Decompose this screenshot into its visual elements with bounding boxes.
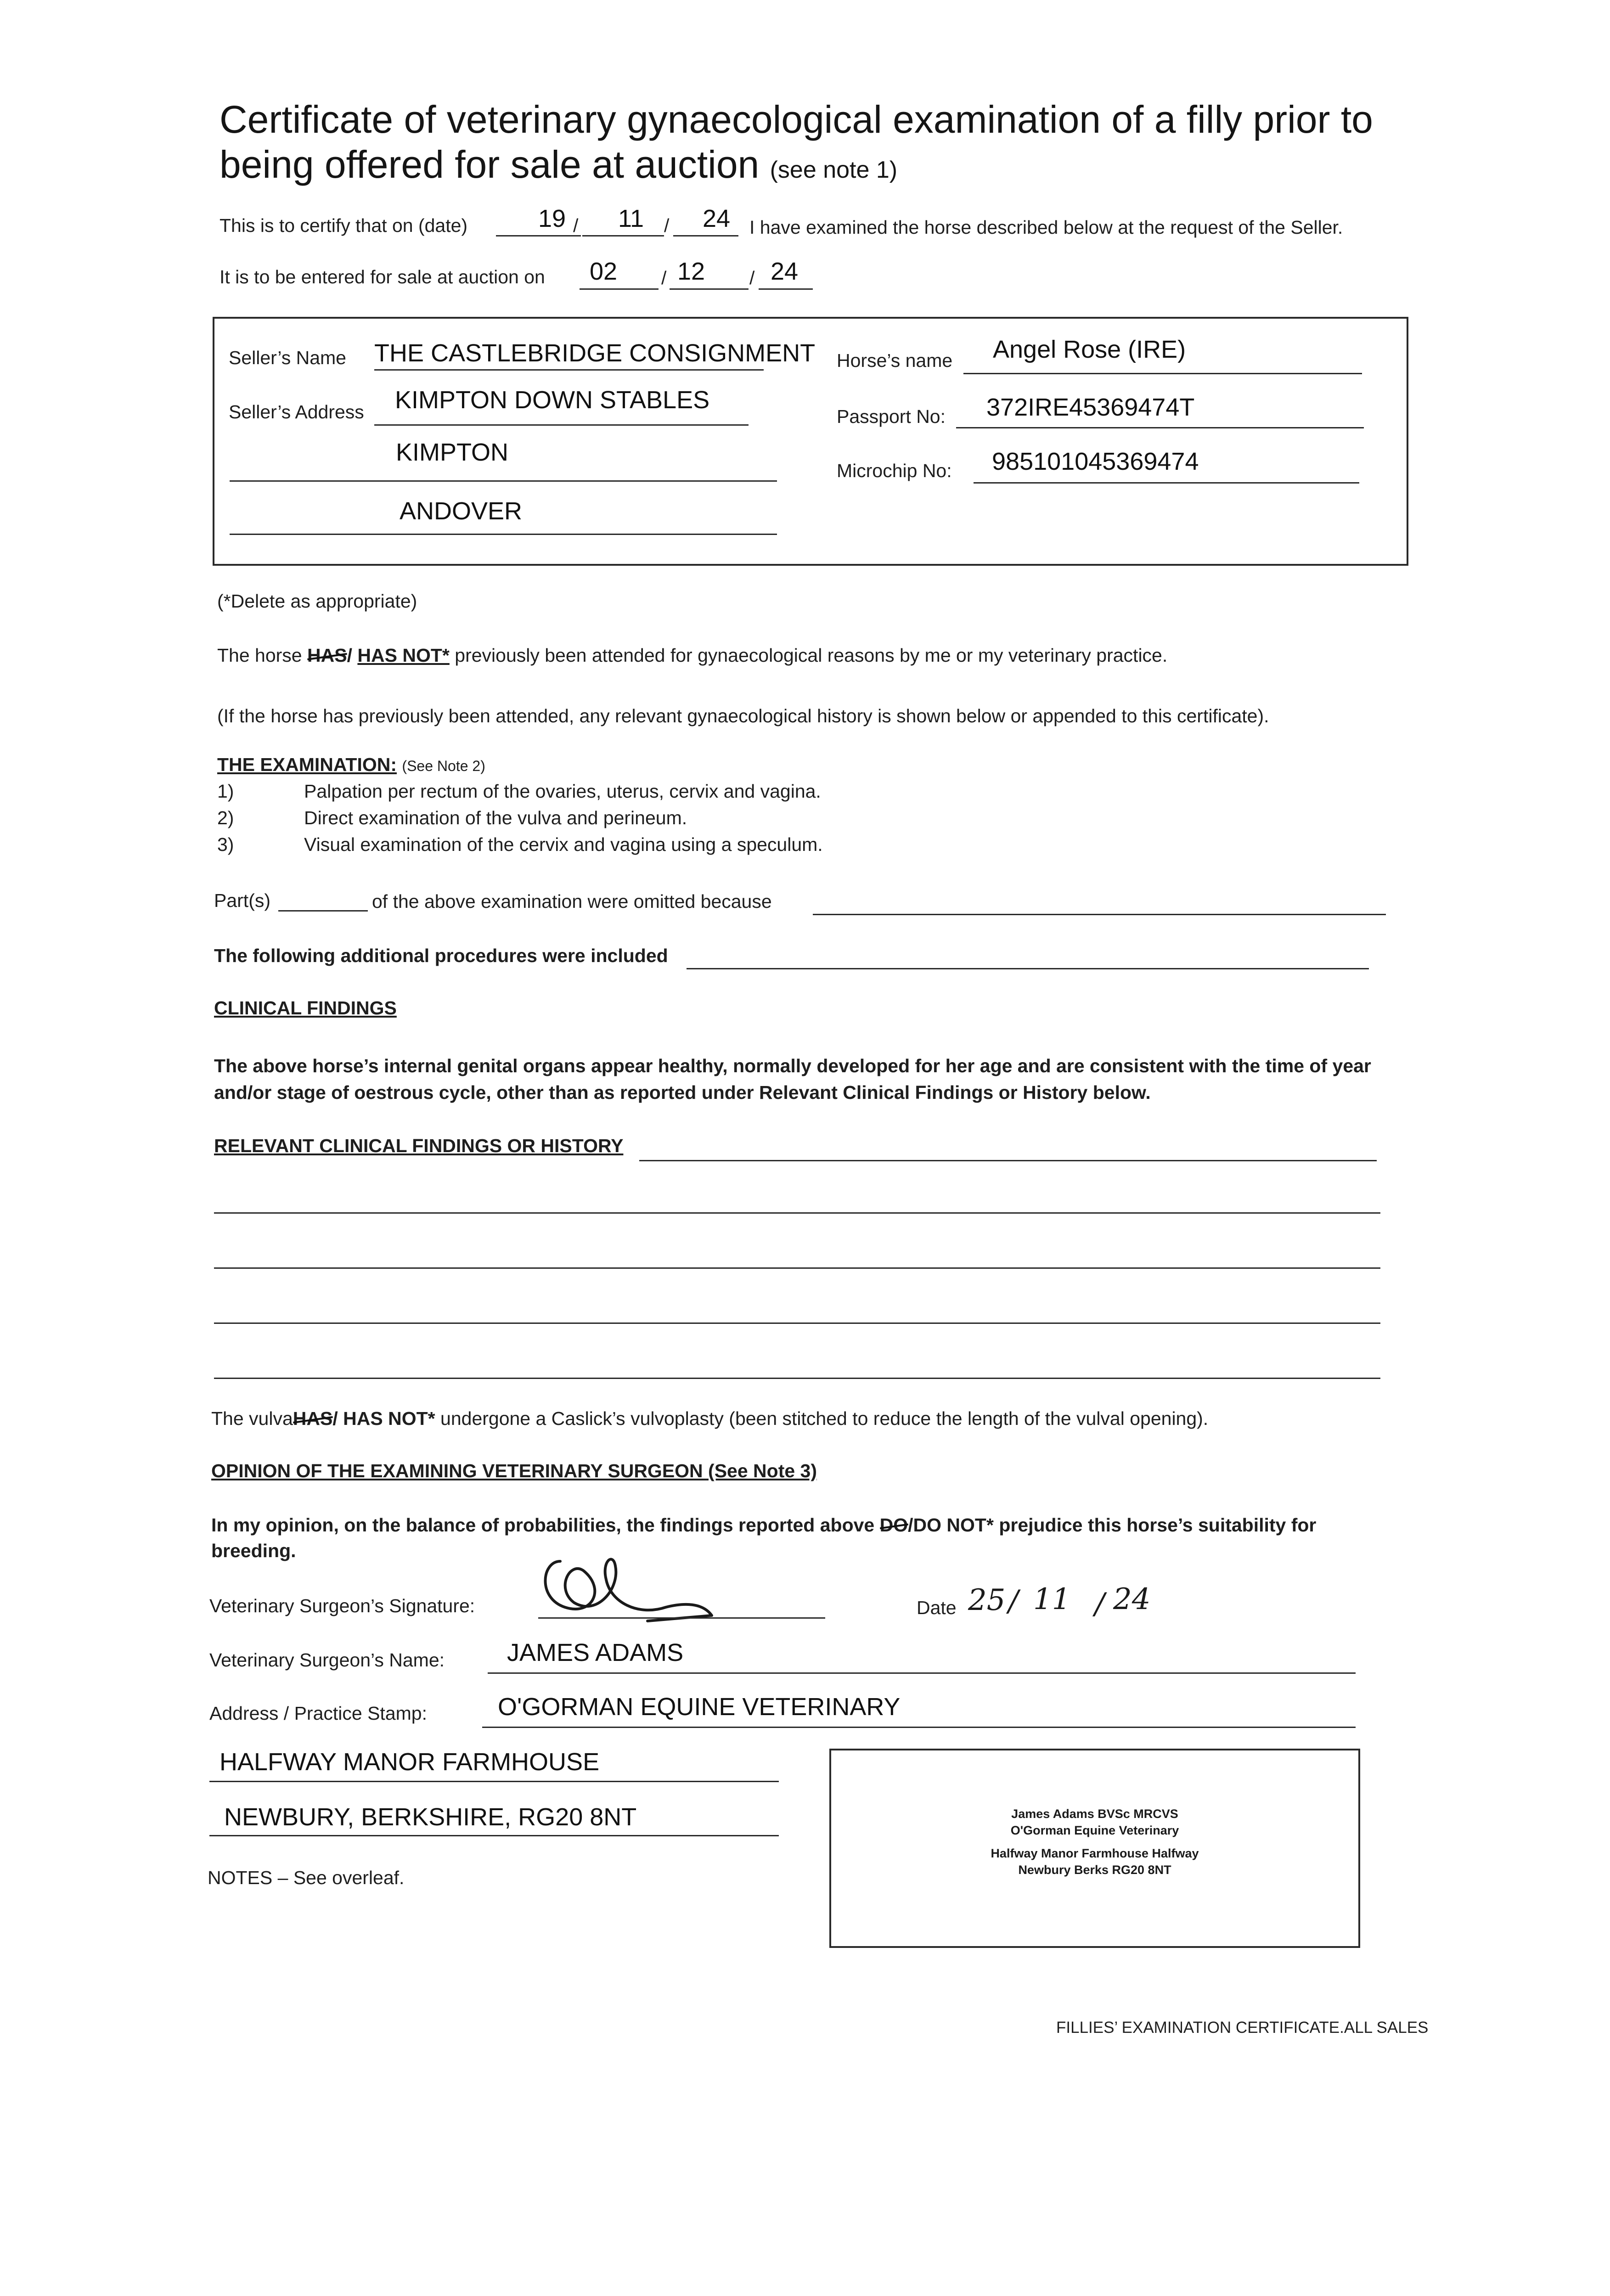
attended-struck-option: HAS bbox=[307, 645, 347, 666]
auction-date-day: 02 bbox=[590, 258, 618, 285]
clinical-statement-line1: The above horse’s internal genital organs appear healthy, normally developed for her age and are consistent with the time of year bbox=[214, 1055, 1371, 1076]
date-separator: / bbox=[749, 267, 755, 288]
opinion-struck-option: DO bbox=[879, 1514, 908, 1536]
vulva-suffix: undergone a Caslick’s vulvoplasty (been stitched to reduce the length of the vulval opening). bbox=[440, 1408, 1209, 1429]
horse-name-label: Horse’s name bbox=[837, 350, 953, 371]
seller-name-value: THE CASTLEBRIDGE CONSIGNMENT bbox=[374, 339, 816, 367]
passport-label: Passport No: bbox=[837, 406, 946, 427]
exam-item-text: Direct examination of the vulva and perineum. bbox=[304, 807, 687, 828]
signed-date-day: 25 bbox=[968, 1583, 1006, 1617]
examination-heading: THE EXAMINATION: bbox=[217, 754, 397, 775]
certify-prefix: This is to certify that on (date) bbox=[220, 215, 468, 236]
microchip-value: 985101045369474 bbox=[992, 448, 1199, 475]
examination-heading-note: (See Note 2) bbox=[402, 758, 485, 774]
omitted-text: of the above examination were omitted because bbox=[372, 891, 772, 912]
seller-address-label: Seller’s Address bbox=[229, 401, 364, 422]
practice-address-line2: NEWBURY, BERKSHIRE, RG20 8NT bbox=[224, 1803, 637, 1831]
attended-prefix: The horse bbox=[217, 645, 302, 666]
seller-address-line3: ANDOVER bbox=[400, 497, 523, 525]
date-separator: / bbox=[664, 215, 670, 236]
opinion-line1 bbox=[211, 1514, 1316, 1536]
signed-date-year: 24 bbox=[1113, 1582, 1151, 1616]
exam-date-year: 24 bbox=[703, 205, 731, 232]
exam-item-num: 3) bbox=[217, 834, 234, 855]
notes-reference: NOTES – See overleaf. bbox=[208, 1867, 405, 1888]
surgeon-name-value: JAMES ADAMS bbox=[507, 1639, 684, 1666]
title-note: (see note 1) bbox=[770, 157, 898, 183]
signed-date-month: 11 bbox=[1033, 1582, 1071, 1616]
delete-note: (*Delete as appropriate) bbox=[217, 591, 417, 612]
auction-date-year: 24 bbox=[771, 258, 799, 285]
opinion-line2: breeding. bbox=[211, 1540, 296, 1561]
attended-choice: HAS NOT* bbox=[357, 645, 450, 666]
passport-value: 372IRE45369474T bbox=[986, 394, 1195, 421]
auction-prefix: It is to be entered for sale at auction on bbox=[220, 266, 545, 287]
microchip-label: Microchip No: bbox=[837, 460, 952, 481]
history-note: (If the horse has previously been attended, any relevant gynaecological history is shown below or appended to this certificate). bbox=[217, 705, 1269, 726]
certify-suffix: I have examined the horse described below at the request of the Seller. bbox=[749, 217, 1343, 238]
attended-statement bbox=[217, 645, 1167, 666]
vulva-slash: / bbox=[332, 1408, 338, 1429]
examination-heading-row bbox=[217, 754, 485, 776]
omitted-prefix: Part(s) bbox=[214, 890, 270, 911]
seller-address-line1: KIMPTON DOWN STABLES bbox=[395, 386, 710, 414]
document-title-text: being offered for sale at auction bbox=[220, 143, 760, 186]
attended-slash: / bbox=[347, 645, 352, 666]
seller-address-line2: KIMPTON bbox=[396, 439, 509, 466]
stamp-line2: O'Gorman Equine Veterinary bbox=[1010, 1823, 1179, 1837]
opinion-line1-suffix: /DO NOT* prejudice this horse’s suitability for bbox=[908, 1514, 1317, 1536]
vulva-prefix: The vulva bbox=[211, 1408, 293, 1429]
additional-procedures-label: The following additional procedures were included bbox=[214, 945, 668, 966]
surgeon-name-label: Veterinary Surgeon’s Name: bbox=[209, 1649, 445, 1671]
surgeon-signature bbox=[528, 1534, 721, 1630]
practice-stamp-label: Address / Practice Stamp: bbox=[209, 1703, 427, 1724]
signature-label: Veterinary Surgeon’s Signature: bbox=[209, 1595, 475, 1616]
exam-date-day: 19 bbox=[538, 205, 566, 232]
opinion-line1-prefix: In my opinion, on the balance of probabilities, the findings reported above bbox=[211, 1514, 875, 1536]
vulva-struck-option: HAS bbox=[293, 1408, 333, 1429]
practice-address-line1: HALFWAY MANOR FARMHOUSE bbox=[220, 1748, 600, 1776]
vulva-statement bbox=[211, 1408, 1208, 1429]
exam-item-text: Palpation per rectum of the ovaries, uterus, cervix and vagina. bbox=[304, 781, 821, 802]
opinion-heading: OPINION OF THE EXAMINING VETERINARY SURGEON (See Note 3) bbox=[211, 1460, 817, 1481]
seller-name-label: Seller’s Name bbox=[229, 347, 346, 368]
date-separator: / bbox=[1095, 1587, 1105, 1621]
date-label: Date bbox=[917, 1597, 957, 1618]
exam-item-num: 2) bbox=[217, 807, 234, 828]
date-separator: / bbox=[661, 267, 667, 288]
relevant-findings-heading: RELEVANT CLINICAL FINDINGS OR HISTORY bbox=[214, 1135, 624, 1156]
vulva-choice: HAS NOT* bbox=[343, 1408, 435, 1429]
practice-name-value: O'GORMAN EQUINE VETERINARY bbox=[498, 1693, 901, 1721]
date-separator: / bbox=[1008, 1584, 1019, 1618]
clinical-statement-line2: and/or stage of oestrous cycle, other than as reported under Relevant Clinical Findings or History below. bbox=[214, 1082, 1151, 1103]
document-footer: FILLIES’ EXAMINATION CERTIFICATE.ALL SALES bbox=[1056, 2019, 1429, 2037]
document-title-line2 bbox=[220, 142, 897, 192]
attended-suffix: previously been attended for gynaecological reasons by me or my veterinary practice. bbox=[455, 645, 1168, 666]
stamp-line4: Newbury Berks RG20 8NT bbox=[1018, 1863, 1171, 1877]
stamp-line3: Halfway Manor Farmhouse Halfway bbox=[991, 1846, 1199, 1860]
auction-date-month: 12 bbox=[677, 258, 705, 285]
clinical-findings-heading: CLINICAL FINDINGS bbox=[214, 997, 397, 1019]
exam-item-text: Visual examination of the cervix and vagina using a speculum. bbox=[304, 834, 823, 855]
date-separator: / bbox=[573, 215, 579, 236]
exam-item-num: 1) bbox=[217, 781, 234, 802]
stamp-line1: James Adams BVSc MRCVS bbox=[1011, 1807, 1178, 1821]
exam-date-month: 11 bbox=[618, 205, 644, 232]
horse-name-value: Angel Rose (IRE) bbox=[993, 336, 1186, 363]
document-title-line1: Certificate of veterinary gynaecological examination of a filly prior to bbox=[220, 98, 1373, 141]
